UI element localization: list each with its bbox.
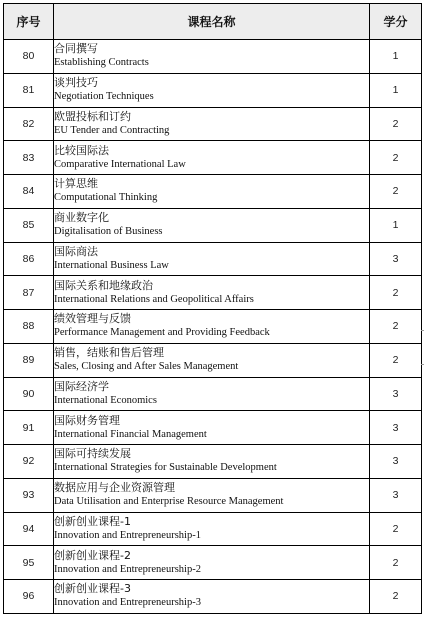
course-credit: 2 bbox=[370, 175, 422, 209]
course-number: 88 bbox=[4, 310, 54, 344]
course-number: 83 bbox=[4, 141, 54, 175]
course-name-english: Negotiation Techniques bbox=[54, 91, 154, 103]
course-name-english: Computational Thinking bbox=[54, 192, 158, 204]
table-row bbox=[4, 377, 422, 411]
course-name-chinese: 国际关系和地缘政治 bbox=[54, 278, 153, 292]
course-name-cell bbox=[54, 580, 370, 614]
course-name-cell bbox=[54, 310, 370, 344]
course-name-english: Digitalisation of Business bbox=[54, 226, 163, 238]
course-name-english: EU Tender and Contracting bbox=[54, 124, 170, 136]
course-name-english: Innovation and Entrepreneurship-1 bbox=[54, 529, 201, 541]
table-row bbox=[4, 343, 422, 377]
course-number: 82 bbox=[4, 107, 54, 141]
course-name-chinese: 创新创业课程-3 bbox=[54, 582, 131, 596]
table-row bbox=[4, 73, 422, 107]
header-number: 序号 bbox=[4, 4, 54, 40]
table-row bbox=[4, 580, 422, 614]
course-credit: 2 bbox=[370, 546, 422, 580]
course-number: 86 bbox=[4, 242, 54, 276]
course-credit: 2 bbox=[370, 580, 422, 614]
course-name-english: International Strategies for Sustainable Development bbox=[54, 462, 277, 474]
course-name-english: Innovation and Entrepreneurship-3 bbox=[54, 597, 201, 609]
table-row bbox=[4, 512, 422, 546]
course-number: 81 bbox=[4, 73, 54, 107]
course-name-chinese: 合同撰写 bbox=[54, 42, 98, 56]
course-credit: 2 bbox=[370, 512, 422, 546]
table-row bbox=[4, 40, 422, 74]
course-number: 95 bbox=[4, 546, 54, 580]
table-row bbox=[4, 546, 422, 580]
course-name-chinese: 绩效管理与反馈 bbox=[54, 312, 131, 326]
course-credit: 1 bbox=[370, 40, 422, 74]
course-name-english: International Relations and Geopolitical Affairs bbox=[54, 293, 254, 305]
course-name-chinese: 国际商法 bbox=[54, 244, 98, 258]
course-name-cell bbox=[54, 242, 370, 276]
course-name-chinese: 数据应用与企业资源管理 bbox=[54, 481, 175, 495]
course-number: 85 bbox=[4, 208, 54, 242]
table-row bbox=[4, 310, 422, 344]
table-header-row bbox=[4, 4, 422, 40]
course-name-cell bbox=[54, 411, 370, 445]
table-row bbox=[4, 175, 422, 209]
course-table bbox=[3, 3, 422, 614]
course-number: 91 bbox=[4, 411, 54, 445]
course-name-cell bbox=[54, 141, 370, 175]
course-name-cell bbox=[54, 512, 370, 546]
header-credit: 学分 bbox=[370, 4, 422, 40]
course-name-cell bbox=[54, 343, 370, 377]
course-name-english: Data Utilisation and Enterprise Resource Management bbox=[54, 496, 284, 508]
table-body bbox=[4, 40, 422, 614]
course-credit: 2 bbox=[370, 343, 422, 377]
course-name-chinese: 创新创业课程-2 bbox=[54, 548, 131, 562]
course-name-chinese: 商业数字化 bbox=[54, 211, 109, 225]
course-name-cell bbox=[54, 73, 370, 107]
course-number: 80 bbox=[4, 40, 54, 74]
course-number: 93 bbox=[4, 478, 54, 512]
course-number: 90 bbox=[4, 377, 54, 411]
course-credit: 3 bbox=[370, 242, 422, 276]
course-name-english: International Economics bbox=[54, 394, 157, 406]
course-name-english: Comparative International Law bbox=[54, 158, 186, 170]
course-credit: 2 bbox=[370, 310, 422, 344]
header-course-name: 课程名称 bbox=[54, 4, 370, 40]
course-name-english: International Financial Management bbox=[54, 428, 207, 440]
course-credit: 3 bbox=[370, 377, 422, 411]
course-number: 92 bbox=[4, 445, 54, 479]
course-name-chinese: 谈判技巧 bbox=[54, 76, 98, 90]
course-credit: 3 bbox=[370, 478, 422, 512]
course-credit: 3 bbox=[370, 445, 422, 479]
table-row bbox=[4, 208, 422, 242]
course-name-chinese: 欧盟投标和订约 bbox=[54, 109, 131, 123]
table-row bbox=[4, 242, 422, 276]
course-number: 87 bbox=[4, 276, 54, 310]
table-row bbox=[4, 141, 422, 175]
course-name-chinese: 国际经济学 bbox=[54, 379, 109, 393]
course-name-cell bbox=[54, 40, 370, 74]
table-row bbox=[4, 411, 422, 445]
course-name-chinese: 创新创业课程-1 bbox=[54, 514, 131, 528]
table-row bbox=[4, 478, 422, 512]
course-name-english: Performance Management and Providing Feedback bbox=[54, 327, 270, 339]
course-name-chinese: 国际财务管理 bbox=[54, 413, 120, 427]
course-number: 94 bbox=[4, 512, 54, 546]
course-number: 84 bbox=[4, 175, 54, 209]
course-name-cell bbox=[54, 276, 370, 310]
course-credit: 3 bbox=[370, 411, 422, 445]
course-credit: 1 bbox=[370, 73, 422, 107]
course-credit: 2 bbox=[370, 141, 422, 175]
course-name-cell bbox=[54, 546, 370, 580]
course-name-chinese: 国际可持续发展 bbox=[54, 447, 131, 461]
course-name-english: Innovation and Entrepreneurship-2 bbox=[54, 563, 201, 575]
course-name-cell bbox=[54, 107, 370, 141]
table-row bbox=[4, 445, 422, 479]
course-name-english: International Business Law bbox=[54, 259, 169, 271]
course-name-english: Sales, Closing and After Sales Management bbox=[54, 361, 239, 373]
table-row bbox=[4, 276, 422, 310]
course-name-cell bbox=[54, 478, 370, 512]
course-name-chinese: 销售，结账和售后管理 bbox=[54, 346, 164, 360]
course-number: 89 bbox=[4, 343, 54, 377]
table-row bbox=[4, 107, 422, 141]
course-credit: 2 bbox=[370, 276, 422, 310]
course-credit: 2 bbox=[370, 107, 422, 141]
course-name-chinese: 计算思维 bbox=[54, 177, 98, 191]
course-name-cell bbox=[54, 208, 370, 242]
course-number: 96 bbox=[4, 580, 54, 614]
course-credit: 1 bbox=[370, 208, 422, 242]
course-name-cell bbox=[54, 377, 370, 411]
course-name-chinese: 比较国际法 bbox=[54, 143, 109, 157]
course-name-english: Establishing Contracts bbox=[54, 57, 149, 69]
course-name-cell bbox=[54, 175, 370, 209]
course-name-cell bbox=[54, 445, 370, 479]
